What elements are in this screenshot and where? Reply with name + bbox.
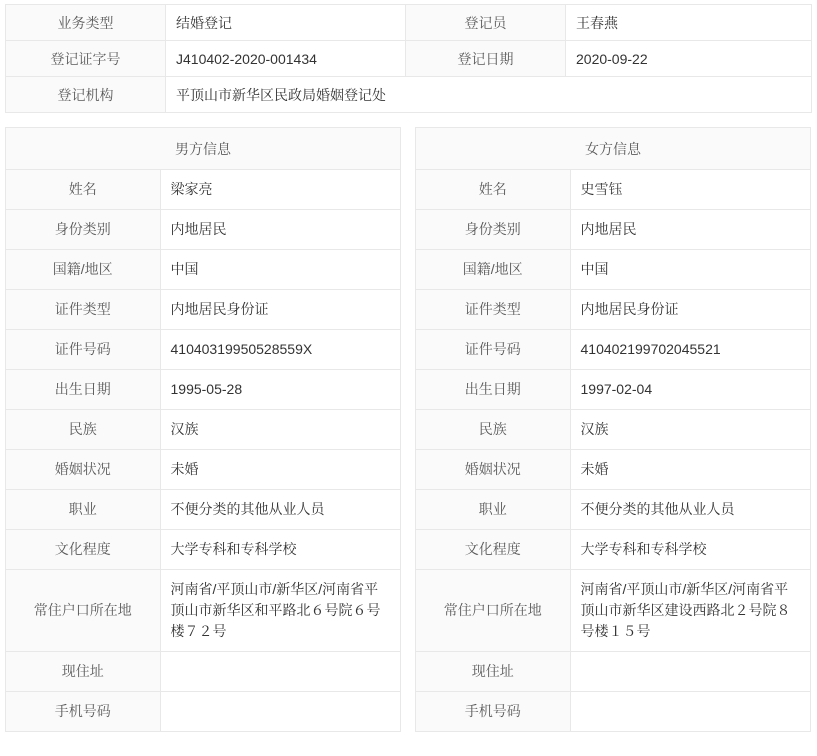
summary-value-registration-date: 2020-09-22 <box>566 41 812 77</box>
male-field-value <box>160 692 400 732</box>
male-field-label: 婚姻状况 <box>6 450 160 490</box>
male-field-label: 手机号码 <box>6 692 160 732</box>
male-field-label: 出生日期 <box>6 370 160 410</box>
summary-value-certificate-number: J410402-2020-001434 <box>166 41 406 77</box>
table-row <box>6 490 400 530</box>
table-row <box>6 77 812 113</box>
marriage-registration-record <box>0 4 817 732</box>
female-field-value: 大学专科和专科学校 <box>570 530 810 570</box>
table-row <box>416 570 810 652</box>
male-field-label: 国籍/地区 <box>6 250 160 290</box>
summary-label-business-type: 业务类型 <box>6 5 166 41</box>
male-info-panel <box>5 127 401 732</box>
table-row <box>6 410 400 450</box>
male-field-label: 民族 <box>6 410 160 450</box>
male-field-value: 汉族 <box>160 410 400 450</box>
male-field-value: 41040319950528559X <box>160 330 400 370</box>
summary-value-organization: 平顶山市新华区民政局婚姻登记处 <box>166 77 812 113</box>
male-field-label: 身份类别 <box>6 210 160 250</box>
summary-value-registrar: 王春燕 <box>566 5 812 41</box>
female-field-label: 现住址 <box>416 652 570 692</box>
table-row <box>6 210 400 250</box>
table-row <box>416 210 810 250</box>
table-row <box>6 692 400 732</box>
female-field-value: 内地居民身份证 <box>570 290 810 330</box>
summary-label-organization: 登记机构 <box>6 77 166 113</box>
table-row <box>6 330 400 370</box>
male-field-label: 姓名 <box>6 170 160 210</box>
table-row <box>416 370 810 410</box>
male-field-label: 证件类型 <box>6 290 160 330</box>
female-field-value: 不便分类的其他从业人员 <box>570 490 810 530</box>
male-field-label: 文化程度 <box>6 530 160 570</box>
male-field-value: 大学专科和专科学校 <box>160 530 400 570</box>
female-field-label: 出生日期 <box>416 370 570 410</box>
table-row <box>416 490 810 530</box>
table-row <box>416 170 810 210</box>
female-field-label: 职业 <box>416 490 570 530</box>
female-field-label: 常住户口所在地 <box>416 570 570 652</box>
female-field-value: 汉族 <box>570 410 810 450</box>
male-field-value: 未婚 <box>160 450 400 490</box>
female-field-value: 史雪钰 <box>570 170 810 210</box>
table-row <box>6 290 400 330</box>
table-row <box>6 370 400 410</box>
table-row <box>6 570 400 652</box>
male-field-value: 1995-05-28 <box>160 370 400 410</box>
male-field-value: 中国 <box>160 250 400 290</box>
male-panel-title: 男方信息 <box>6 128 400 170</box>
table-row <box>6 5 812 41</box>
table-row <box>416 410 810 450</box>
female-field-label: 证件号码 <box>416 330 570 370</box>
person-panels <box>5 127 812 732</box>
female-field-value: 河南省/平顶山市/新华区/河南省平顶山市新华区建设西路北２号院８号楼１５号 <box>570 570 810 652</box>
table-row <box>416 692 810 732</box>
summary-value-business-type: 结婚登记 <box>166 5 406 41</box>
table-row <box>416 290 810 330</box>
male-field-value: 梁家亮 <box>160 170 400 210</box>
table-row <box>416 330 810 370</box>
male-field-label: 现住址 <box>6 652 160 692</box>
female-field-label: 手机号码 <box>416 692 570 732</box>
table-row <box>416 250 810 290</box>
summary-label-registrar: 登记员 <box>406 5 566 41</box>
table-row <box>416 530 810 570</box>
female-field-value: 未婚 <box>570 450 810 490</box>
male-field-value: 不便分类的其他从业人员 <box>160 490 400 530</box>
summary-label-certificate-number: 登记证字号 <box>6 41 166 77</box>
table-row <box>6 250 400 290</box>
table-row <box>416 450 810 490</box>
table-row <box>6 530 400 570</box>
table-row <box>6 450 400 490</box>
female-info-table <box>416 170 810 732</box>
male-field-value: 内地居民身份证 <box>160 290 400 330</box>
female-panel-title: 女方信息 <box>416 128 810 170</box>
female-field-label: 身份类别 <box>416 210 570 250</box>
male-field-value <box>160 652 400 692</box>
table-row <box>6 652 400 692</box>
table-row <box>6 170 400 210</box>
female-field-value: 中国 <box>570 250 810 290</box>
male-field-value: 内地居民 <box>160 210 400 250</box>
female-field-label: 民族 <box>416 410 570 450</box>
female-field-label: 文化程度 <box>416 530 570 570</box>
female-field-value: 1997-02-04 <box>570 370 810 410</box>
female-field-value: 内地居民 <box>570 210 810 250</box>
male-field-label: 证件号码 <box>6 330 160 370</box>
female-field-label: 证件类型 <box>416 290 570 330</box>
female-field-value: 410402199702045521 <box>570 330 810 370</box>
male-info-table <box>6 170 400 732</box>
male-field-label: 常住户口所在地 <box>6 570 160 652</box>
female-info-panel <box>415 127 811 732</box>
female-field-label: 姓名 <box>416 170 570 210</box>
summary-table <box>5 4 812 113</box>
male-field-value: 河南省/平顶山市/新华区/河南省平顶山市新华区和平路北６号院６号楼７２号 <box>160 570 400 652</box>
female-field-value <box>570 652 810 692</box>
female-field-label: 婚姻状况 <box>416 450 570 490</box>
male-field-label: 职业 <box>6 490 160 530</box>
female-field-value <box>570 692 810 732</box>
table-row <box>6 41 812 77</box>
female-field-label: 国籍/地区 <box>416 250 570 290</box>
table-row <box>416 652 810 692</box>
summary-label-registration-date: 登记日期 <box>406 41 566 77</box>
